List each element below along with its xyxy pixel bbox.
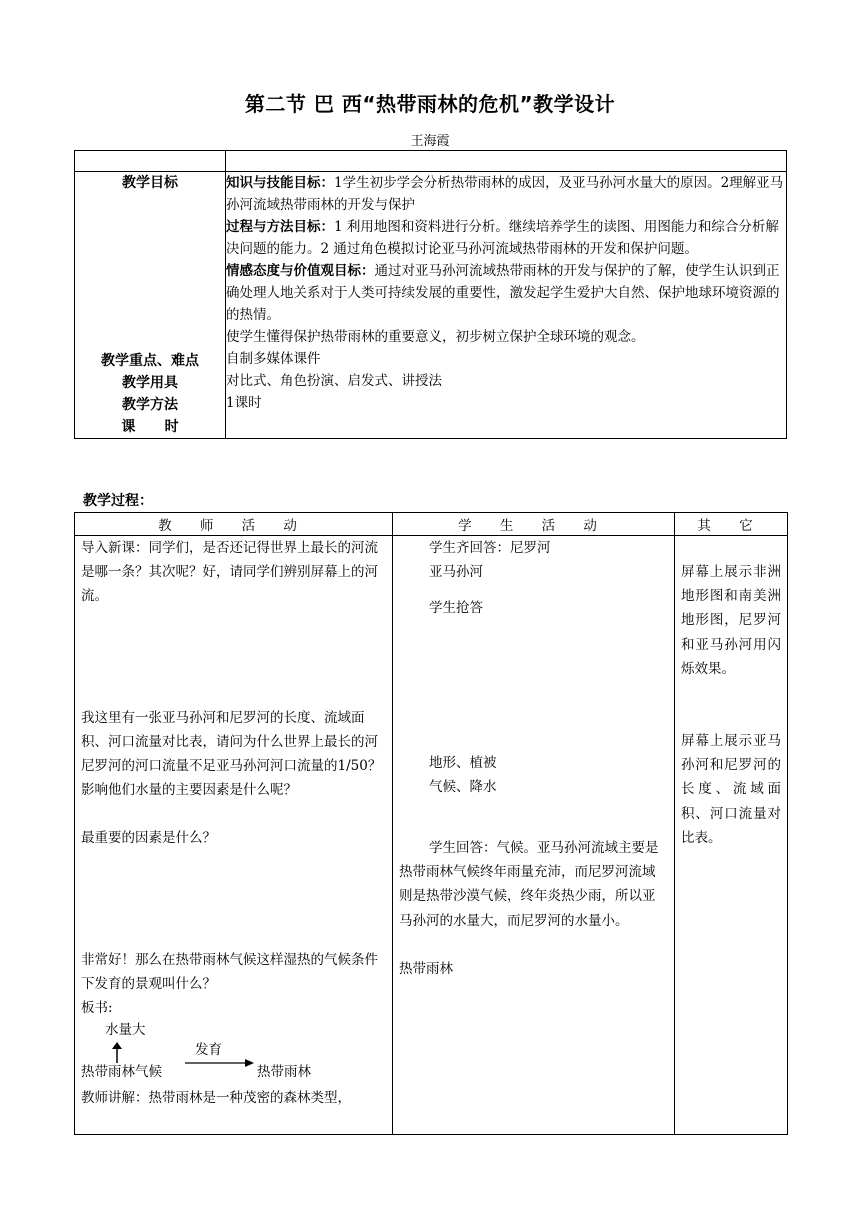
board-diagram (81, 1020, 386, 1094)
label-tools: 教学用具 (122, 375, 178, 391)
student-answer-5: 气候、降水 (429, 778, 497, 795)
objective-knowledge (226, 172, 786, 216)
info-content-cell (226, 172, 787, 439)
teacher-question-main-factor: 最重要的因素是什么？ (81, 830, 216, 847)
label-key-points: 教学重点、难点 (101, 353, 199, 369)
info-content-row (75, 172, 787, 439)
objective-process (226, 216, 786, 260)
page-title: 第二节 巴 西“热带雨林的危机”教学设计 (244, 92, 616, 116)
board-right-text: 热带雨林 (257, 1064, 311, 1081)
teacher-explanation: 教师讲解：热带雨林是一种茂密的森林类型， (81, 1090, 351, 1107)
label-hours: 课 时 (121, 419, 179, 435)
process-body-row (75, 536, 788, 1135)
process-table (74, 512, 788, 1135)
info-labels-cell (75, 172, 226, 439)
teacher-activity-cell (75, 536, 393, 1135)
board-label: 板书: (81, 1000, 113, 1017)
other-note-1: 屏幕上展示非洲地形图和南美洲地形图，尼罗河和亚马孙河用闪烁效果。 (681, 564, 781, 677)
process-label: 过程与方法目标： (226, 219, 334, 235)
process-heading: 教学过程： (83, 493, 153, 509)
student-answer-3: 学生抢答 (429, 600, 483, 617)
right-arrow-icon (185, 1058, 255, 1068)
emotion-text: 通过对亚马孙河流域热带雨林的开发与保护的了解，使学生认识到正确处理人地关系对于人类可持续发展的重要性，激发起学生爱护大自然、保护地球环境资源的的热情。 (226, 263, 780, 323)
hours-text: 1课时 (226, 395, 262, 411)
other-cell (675, 536, 788, 1135)
student-activity-cell (393, 536, 675, 1135)
author-name: 王海霞 (410, 134, 450, 149)
process-header-row (75, 513, 788, 536)
header-teacher: 教 师 活 动 (75, 513, 393, 536)
teacher-intro: 导入新课：同学们，是否还记得世界上最长的河流是哪一条？其次呢？好，请同学们辨别屏幕上的河流。 (81, 540, 378, 605)
lesson-info-table (74, 150, 787, 439)
empty-cell (75, 151, 226, 172)
objective-emotion (226, 260, 786, 326)
board-left-text: 热带雨林气候 (81, 1064, 162, 1081)
key-points-text: 使学生懂得保护热带雨林的重要意义，初步树立保护全球环境的观念。 (226, 329, 645, 345)
empty-cell (226, 151, 787, 172)
label-methods: 教学方法 (122, 397, 178, 413)
header-other: 其 它 (675, 513, 788, 536)
knowledge-label: 知识与技能目标： (226, 175, 334, 191)
process-text: 1 利用地图和资料进行分析。继续培养学生的读图、用图能力和综合分析解决问题的能力。2 通过角色模拟讨论亚马孙河流域热带雨林的开发和保护问题。 (226, 219, 779, 257)
student-answer-6: 学生回答：气候。亚马孙河流域主要是热带雨林气候终年雨量充沛，而尼罗河流域则是热带沙漠气候，终年炎热少雨，所以亚马孙河的水量大，而尼罗河的水量小。 (399, 840, 659, 929)
knowledge-text: 1学生初步学会分析热带雨林的成因，及亚马孙河水量大的原因。2理解亚马孙河流域热带雨林的开发与保护 (226, 175, 784, 213)
other-note-2: 屏幕上展示亚马孙河和尼罗河的长度、流域面积、河口流量对比表。 (681, 733, 781, 846)
info-empty-row (75, 151, 787, 172)
header-student: 学 生 活 动 (393, 513, 675, 536)
emotion-label: 情感态度与价值观目标： (226, 263, 375, 279)
methods-text: 对比式、角色扮演、启发式、讲授法 (226, 373, 442, 389)
tools-text: 自制多媒体课件 (226, 351, 321, 367)
board-arrow-label: 发育 (195, 1042, 222, 1059)
board-top-text: 水量大 (105, 1022, 146, 1039)
student-answer-7: 热带雨林 (399, 960, 453, 977)
student-answer-4: 地形、植被 (429, 754, 497, 771)
student-answer-1: 学生齐回答：尼罗河 (429, 540, 551, 556)
student-answer-2: 亚马孙河 (429, 564, 483, 581)
teacher-question-landscape: 非常好！那么在热带雨林气候这样湿热的气候条件下发育的景观叫什么？ (81, 951, 378, 992)
teacher-question-comparison: 我这里有一张亚马孙河和尼罗河的长度、流域面积、河口流量对比表，请问为什么世界上最长的河尼罗河的河口流量不足亚马孙河河口流量的1/50？影响他们水量的主要因素是什么呢？ (81, 709, 382, 799)
label-objectives: 教学目标 (122, 175, 178, 191)
